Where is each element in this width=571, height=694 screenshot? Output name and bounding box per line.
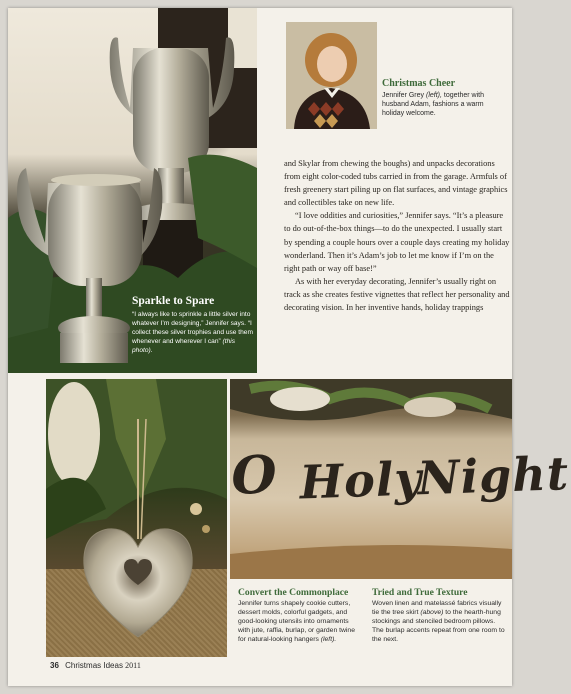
article-paragraph: and Skylar from chewing the boughs) and unpacks decorations from eight color-coded tubs carried in from the garage. Armfuls of fresh greenery start piling up on flat surfaces, and vintage graphics and collectibles take on new life. <box>284 159 508 208</box>
article-paragraph: “I love oddities and curiosities,” Jennifer says. “It’s a pleasure to do out-of-the-box things—to do the unexpected. I usually start by spending a couple hours over a couple days creating my holiday wonderland. Then it’s Adam’s job to let me know if I’m on the right path or way off base!” <box>284 211 510 273</box>
article-paragraph: As with her everyday decorating, Jennifer’s usually right on track as she creates festive vignettes that reflect her personality and decorating vision. In her inventive hands, holiday trappings <box>284 276 510 313</box>
jennifer-grey-portrait <box>286 22 377 129</box>
magazine-name: Christmas Ideas <box>65 661 123 670</box>
magazine-page <box>8 8 570 686</box>
skirt-word-o: O <box>230 444 279 507</box>
convert-commonplace-body: Jennifer turns shapely cookie cutters, dessert molds, colorful gadgets, and good-looking utensils into ornaments with jute, raffia, burlap, or garden twine for natural-looking hangers (left). <box>238 600 355 643</box>
heart-cookie-cutter <box>46 379 227 657</box>
article-body <box>284 157 510 314</box>
issue-year: 2011 <box>125 661 141 670</box>
christmas-cheer-title: Christmas Cheer <box>382 78 456 89</box>
christmas-cheer-caption <box>382 78 502 118</box>
cookie-cutter-ornament-photo <box>46 379 227 657</box>
tried-true-texture-body: Woven linen and matelassé fabrics visually tie the tree skirt (above) to the hearth-hung stockings and stenciled bedroom pillows. The burlap accents repeat from one room to the next. <box>372 600 505 643</box>
portrait-illustration <box>286 22 377 129</box>
holy-night-tree-skirt-photo <box>230 379 570 579</box>
page-folio <box>50 661 141 670</box>
convert-commonplace-title: Convert the Commonplace <box>238 587 349 598</box>
skirt-word-night: Night <box>416 446 570 506</box>
convert-commonplace-caption <box>238 587 362 645</box>
skirt-word-holy: Holy <box>298 451 423 510</box>
page-number: 36 <box>50 661 59 670</box>
sparkle-caption-title: Sparkle to Spare <box>132 295 215 307</box>
tried-true-texture-caption <box>372 587 508 645</box>
silver-trophies-photo <box>8 8 257 373</box>
christmas-cheer-body: Jennifer Grey (left), together with husband Adam, fashions a warm holiday welcome. <box>382 92 484 117</box>
sparkle-caption-body: “I always like to sprinkle a little silver into whatever I’m designing,” Jennifer says. “I collect these silver trophies and use them whenever and wherever I can” (this photo). <box>132 311 253 354</box>
stenciled-skirt-lettering <box>228 430 570 550</box>
sparkle-caption <box>132 295 257 355</box>
tried-true-texture-title: Tried and True Texture <box>372 587 468 598</box>
photo-ref: (this photo). <box>132 338 236 354</box>
